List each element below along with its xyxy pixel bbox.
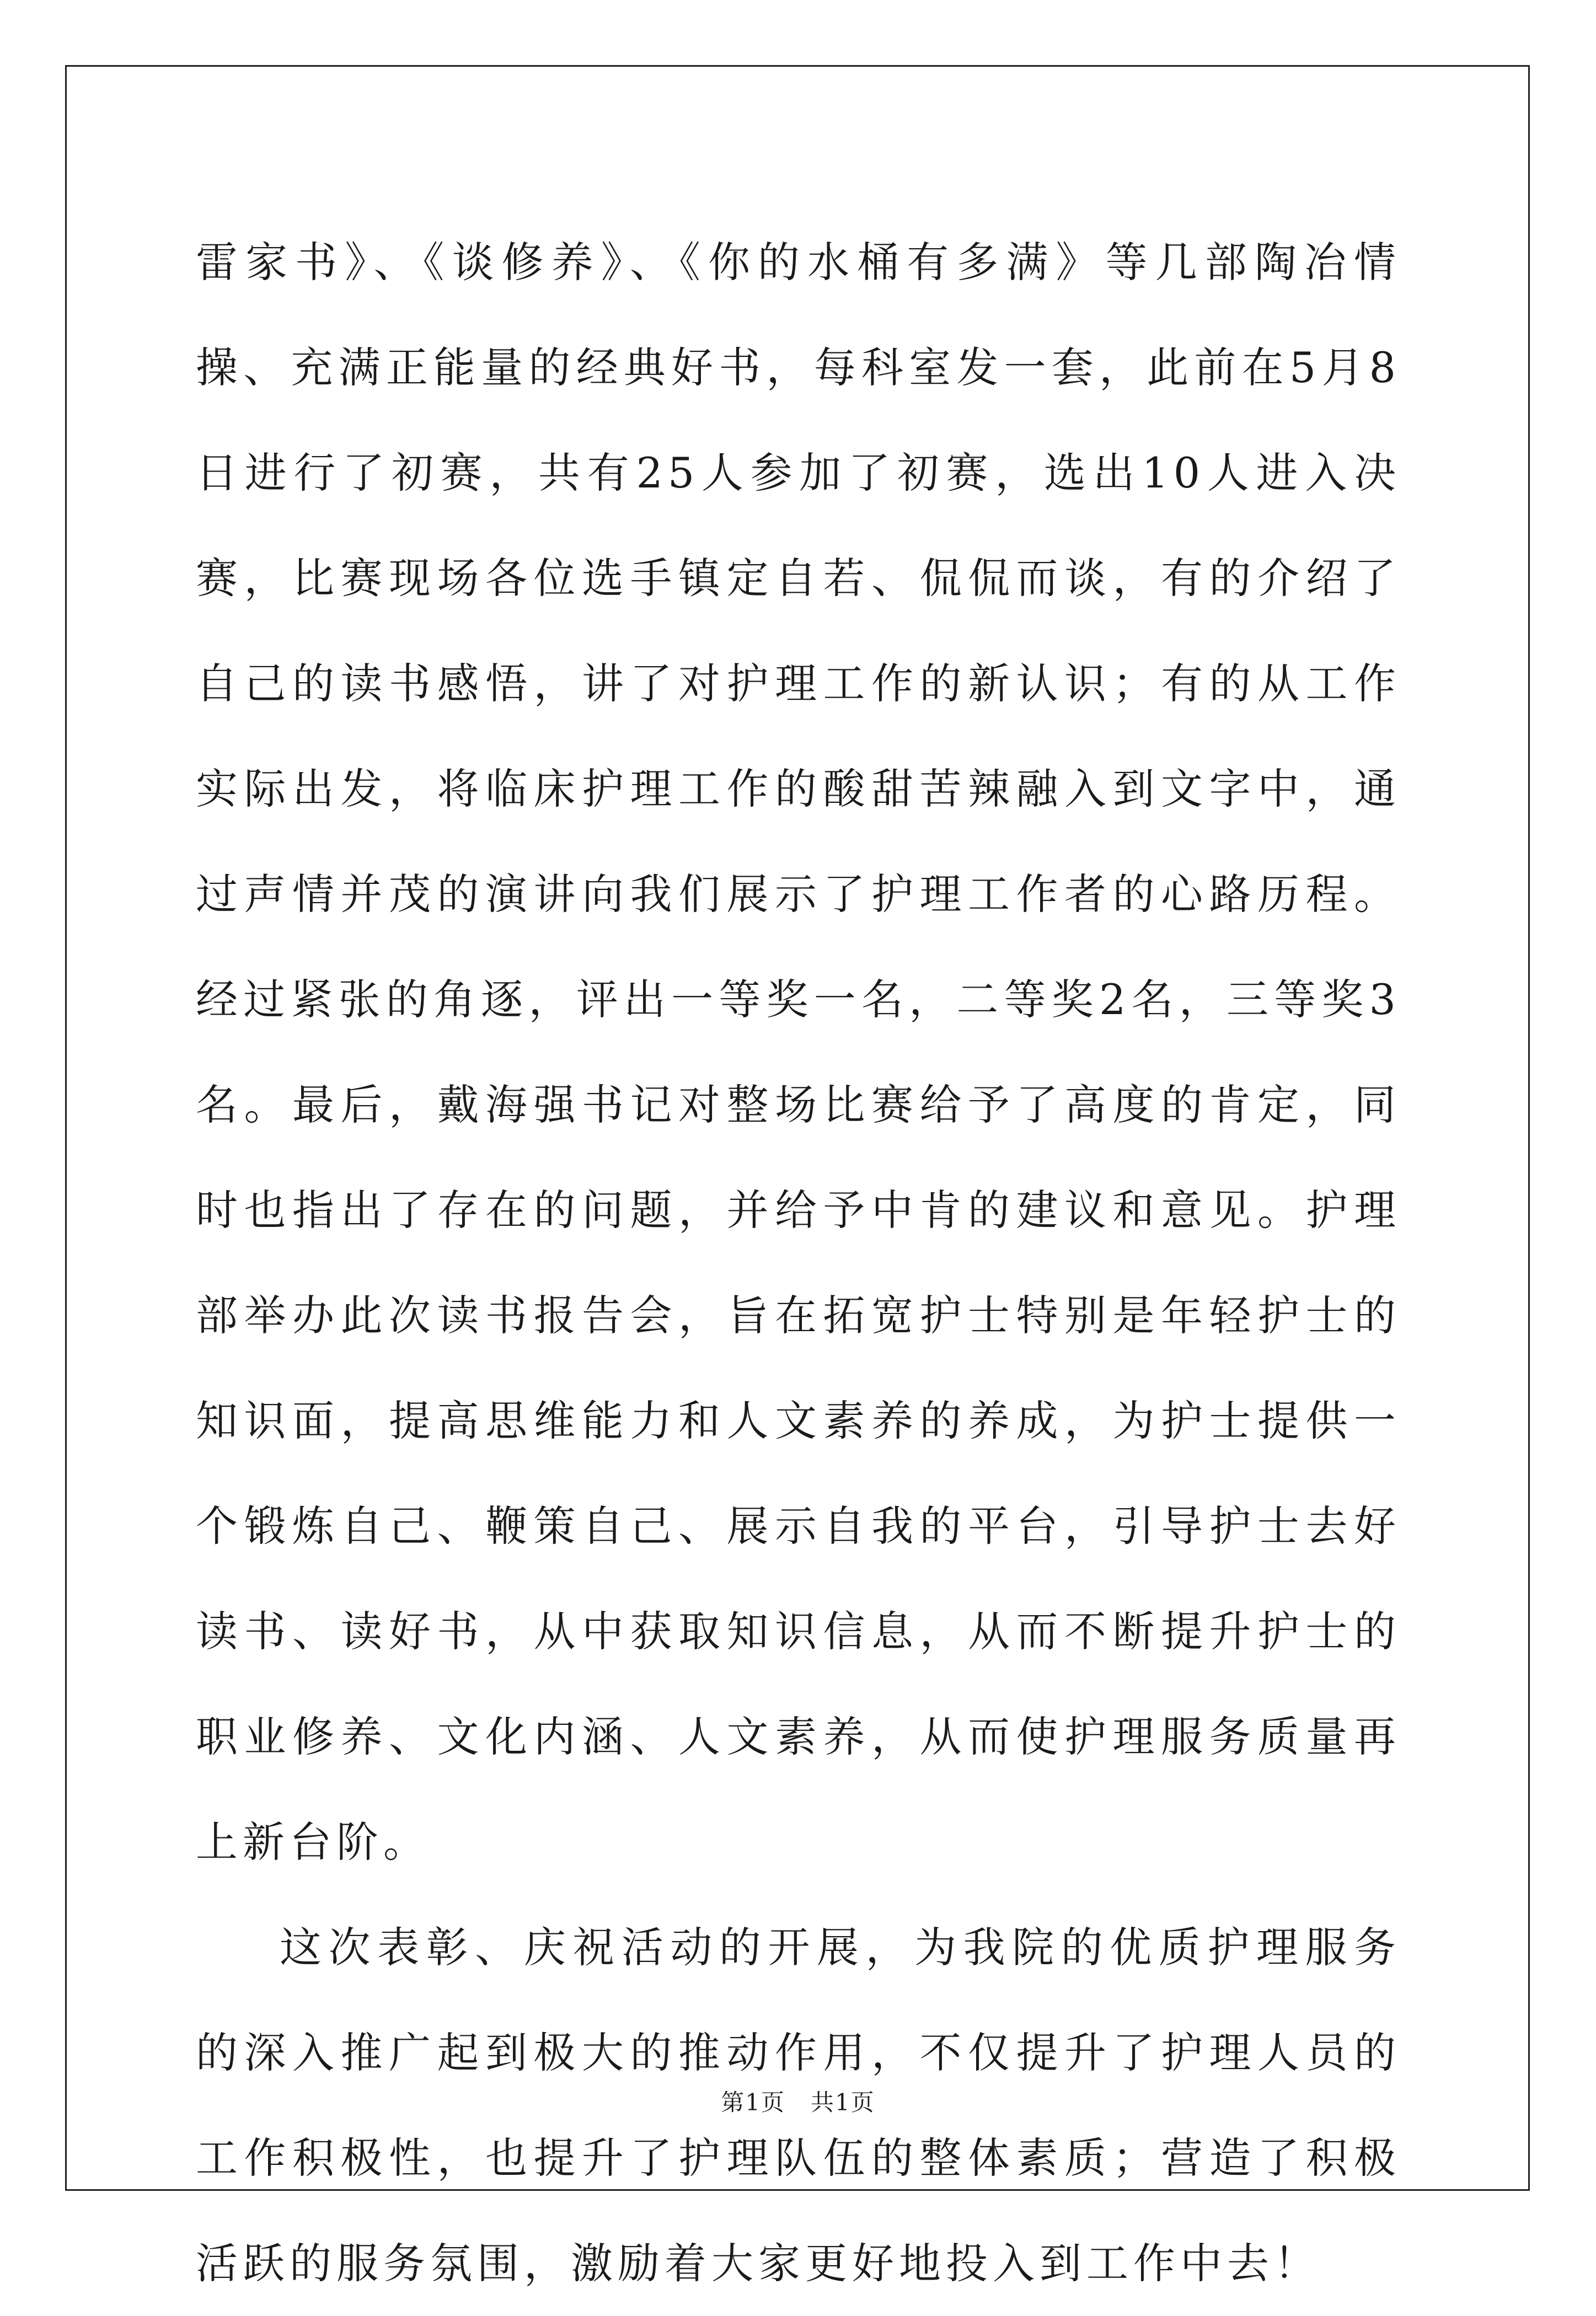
page-number-current: 第1页	[721, 2089, 785, 2116]
paragraph-2: 这次表彰、庆祝活动的开展，为我院的优质护理服务的深入推广起到极大的推动作用，不仅提升了护理人员的工作积极性，也提升了护理队伍的整体素质；营造了积极活跃的服务氛围，激励着大家更好地投入到工作中去！	[196, 1923, 1401, 2288]
page-footer	[0, 2084, 1596, 2117]
footer-spacer	[785, 2089, 811, 2116]
document-body	[196, 210, 1401, 2316]
page-number-total: 共1页	[811, 2089, 875, 2116]
paragraph-1: 雷家书》、《谈修养》、《你的水桶有多满》等几部陶冶情操、充满正能量的经典好书，每科室发一套，此前在5月8日进行了初赛，共有25人参加了初赛，选出10人进入决赛，比赛现场各位选手镇定自若、侃侃而谈，有的介绍了自己的读书感悟，讲了对护理工作的新认识；有的从工作实际出发，将临床护理工作的酸甜苦辣融入到文字中，通过声情并茂的演讲向我们展示了护理工作者的心路历程。经过紧张的角逐，评出一等奖一名，二等奖2名，三等奖3名。最后，戴海强书记对整场比赛给予了高度的肯定，同时也指出了存在的问题，并给予中肯的建议和意见。护理部举办此次读书报告会，旨在拓宽护士特别是年轻护士的知识面，提高思维能力和人文素养的养成，为护士提供一个锻炼自己、鞭策自己、展示自我的平台，引导护士去好读书、读好书，从中获取知识信息，从而不断提升护士的职业修养、文化内涵、人文素养，从而使护理服务质量再上新台阶。	[196, 238, 1401, 1867]
